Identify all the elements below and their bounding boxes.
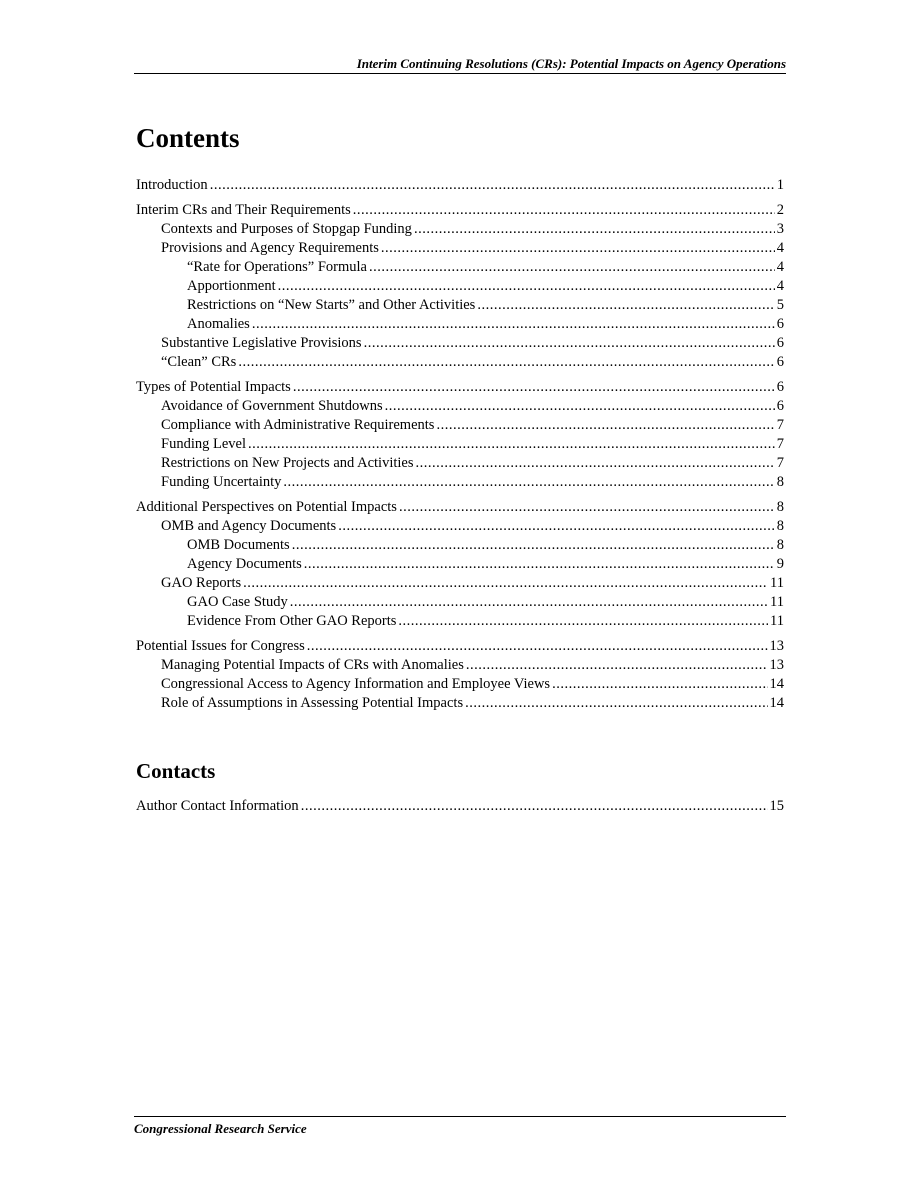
toc-entry-page-number: 4 — [776, 278, 784, 294]
toc-entry[interactable] — [136, 517, 784, 536]
toc-entry-title: Agency Documents — [187, 556, 302, 572]
toc-leader-dots — [252, 315, 775, 334]
toc-entry[interactable] — [136, 378, 784, 397]
toc-entry-page-number: 9 — [776, 556, 784, 572]
toc-entry-page-number: 13 — [769, 638, 784, 654]
toc-entry[interactable] — [136, 176, 784, 195]
contacts-list — [136, 797, 784, 816]
toc-entry[interactable] — [136, 675, 784, 694]
toc-entry-title: Restrictions on “New Starts” and Other Activities — [187, 297, 476, 313]
toc-entry-title: Funding Level — [161, 436, 246, 452]
toc-leader-dots — [283, 473, 774, 492]
toc-entry[interactable] — [136, 473, 784, 492]
toc-leader-dots — [364, 334, 775, 353]
toc-entry-page-number: 11 — [770, 575, 784, 591]
toc-entry-page-number: 6 — [776, 379, 784, 395]
toc-entry-title: Author Contact Information — [136, 798, 299, 814]
toc-entry[interactable] — [136, 797, 784, 816]
toc-entry-title: Apportionment — [187, 278, 276, 294]
toc-entry-page-number: 1 — [776, 177, 784, 193]
toc-entry-page-number: 5 — [776, 297, 784, 313]
toc-entry-title: Avoidance of Government Shutdowns — [161, 398, 383, 414]
toc-entry-title: Contexts and Purposes of Stopgap Funding — [161, 221, 412, 237]
running-header: Interim Continuing Resolutions (CRs): Potential Impacts on Agency Operations — [134, 54, 786, 74]
toc-leader-dots — [238, 353, 774, 372]
toc-entry-page-number: 14 — [769, 695, 784, 711]
toc-entry-title: OMB and Agency Documents — [161, 518, 337, 534]
toc-entry-title: Substantive Legislative Provisions — [161, 335, 362, 351]
toc-entry-page-number: 13 — [769, 657, 784, 673]
toc-entry-page-number: 8 — [776, 537, 784, 553]
toc-entry-page-number: 11 — [770, 594, 784, 610]
toc-leader-dots — [466, 656, 768, 675]
toc-entry[interactable] — [136, 334, 784, 353]
toc-entry-page-number: 14 — [769, 676, 784, 692]
toc-leader-dots — [292, 536, 775, 555]
toc-leader-dots — [243, 574, 768, 593]
toc-entry-title: Introduction — [136, 177, 208, 193]
toc-entry-page-number: 4 — [776, 240, 784, 256]
toc-entry-page-number: 6 — [776, 398, 784, 414]
toc-entry[interactable] — [136, 416, 784, 435]
toc-entry-title: Funding Uncertainty — [161, 474, 282, 490]
toc-entry-page-number: 8 — [776, 499, 784, 515]
toc-entry[interactable] — [136, 593, 784, 612]
toc-entry-page-number: 4 — [776, 259, 784, 275]
toc-entry[interactable] — [136, 397, 784, 416]
toc-leader-dots — [414, 220, 775, 239]
toc-leader-dots — [552, 675, 767, 694]
toc-leader-dots — [381, 239, 775, 258]
contents-heading: Contents — [136, 123, 240, 153]
toc-entry-title: Congressional Access to Agency Information and Employee Views — [161, 676, 551, 692]
toc-entry-title: Additional Perspectives on Potential Impacts — [136, 499, 397, 515]
toc-entry-title: Managing Potential Impacts of CRs with Anomalies — [161, 657, 464, 673]
toc-leader-dots — [307, 637, 768, 656]
toc-entry-title: Interim CRs and Their Requirements — [136, 202, 351, 218]
toc-entry-page-number: 8 — [776, 518, 784, 534]
toc-entry[interactable] — [136, 435, 784, 454]
toc-leader-dots — [398, 612, 768, 631]
toc-entry[interactable] — [136, 612, 784, 631]
toc-leader-dots — [385, 397, 775, 416]
toc-entry[interactable] — [136, 574, 784, 593]
toc-entry[interactable] — [136, 637, 784, 656]
toc-entry[interactable] — [136, 201, 784, 220]
toc-entry[interactable] — [136, 277, 784, 296]
toc-entry-title: GAO Case Study — [187, 594, 288, 610]
toc-leader-dots — [301, 797, 768, 816]
toc-entry[interactable] — [136, 315, 784, 334]
toc-entry-page-number: 7 — [776, 455, 784, 471]
toc-entry-page-number: 6 — [776, 354, 784, 370]
toc-entry-title: Anomalies — [187, 316, 250, 332]
toc-entry-page-number: 8 — [776, 474, 784, 490]
toc-leader-dots — [210, 176, 775, 195]
toc-entry-page-number: 6 — [776, 316, 784, 332]
toc-leader-dots — [399, 498, 775, 517]
toc-leader-dots — [248, 435, 775, 454]
toc-entry-title: “Clean” CRs — [161, 354, 237, 370]
toc-entry[interactable] — [136, 239, 784, 258]
toc-entry-page-number: 11 — [770, 613, 784, 629]
toc-leader-dots — [477, 296, 774, 315]
toc-entry-title: Provisions and Agency Requirements — [161, 240, 379, 256]
toc-entry[interactable] — [136, 454, 784, 473]
toc-entry[interactable] — [136, 656, 784, 675]
toc-entry[interactable] — [136, 694, 784, 713]
toc-leader-dots — [293, 378, 775, 397]
toc-leader-dots — [290, 593, 768, 612]
toc-entry-title: Evidence From Other GAO Reports — [187, 613, 397, 629]
toc-entry-page-number: 2 — [776, 202, 784, 218]
toc-leader-dots — [304, 555, 775, 574]
toc-entry-title: Compliance with Administrative Requirements — [161, 417, 435, 433]
toc-leader-dots — [338, 517, 775, 536]
toc-entry-page-number: 3 — [776, 221, 784, 237]
toc-entry[interactable] — [136, 353, 784, 372]
toc-entry-page-number: 7 — [776, 417, 784, 433]
toc-leader-dots — [436, 416, 774, 435]
toc-entry-page-number: 6 — [776, 335, 784, 351]
toc-leader-dots — [465, 694, 767, 713]
toc-entry[interactable] — [136, 555, 784, 574]
toc-entry-title: Potential Issues for Congress — [136, 638, 305, 654]
toc-entry-page-number: 15 — [769, 798, 784, 814]
toc-entry-title: GAO Reports — [161, 575, 242, 591]
toc-leader-dots — [353, 201, 775, 220]
toc-entry-title: Role of Assumptions in Assessing Potential Impacts — [161, 695, 464, 711]
toc-entry[interactable] — [136, 498, 784, 517]
toc-leader-dots — [416, 454, 775, 473]
toc-entry[interactable] — [136, 258, 784, 277]
table-of-contents — [136, 176, 784, 713]
toc-entry[interactable] — [136, 296, 784, 315]
toc-entry-title: Types of Potential Impacts — [136, 379, 291, 395]
toc-entry-title: OMB Documents — [187, 537, 290, 553]
toc-leader-dots — [278, 277, 775, 296]
toc-entry-title: Restrictions on New Projects and Activities — [161, 455, 414, 471]
contacts-heading: Contacts — [136, 759, 216, 783]
toc-entry[interactable] — [136, 536, 784, 555]
page-footer: Congressional Research Service — [134, 1116, 786, 1137]
toc-leader-dots — [369, 258, 775, 277]
toc-entry-page-number: 7 — [776, 436, 784, 452]
toc-entry-title: “Rate for Operations” Formula — [187, 259, 367, 275]
toc-entry[interactable] — [136, 220, 784, 239]
